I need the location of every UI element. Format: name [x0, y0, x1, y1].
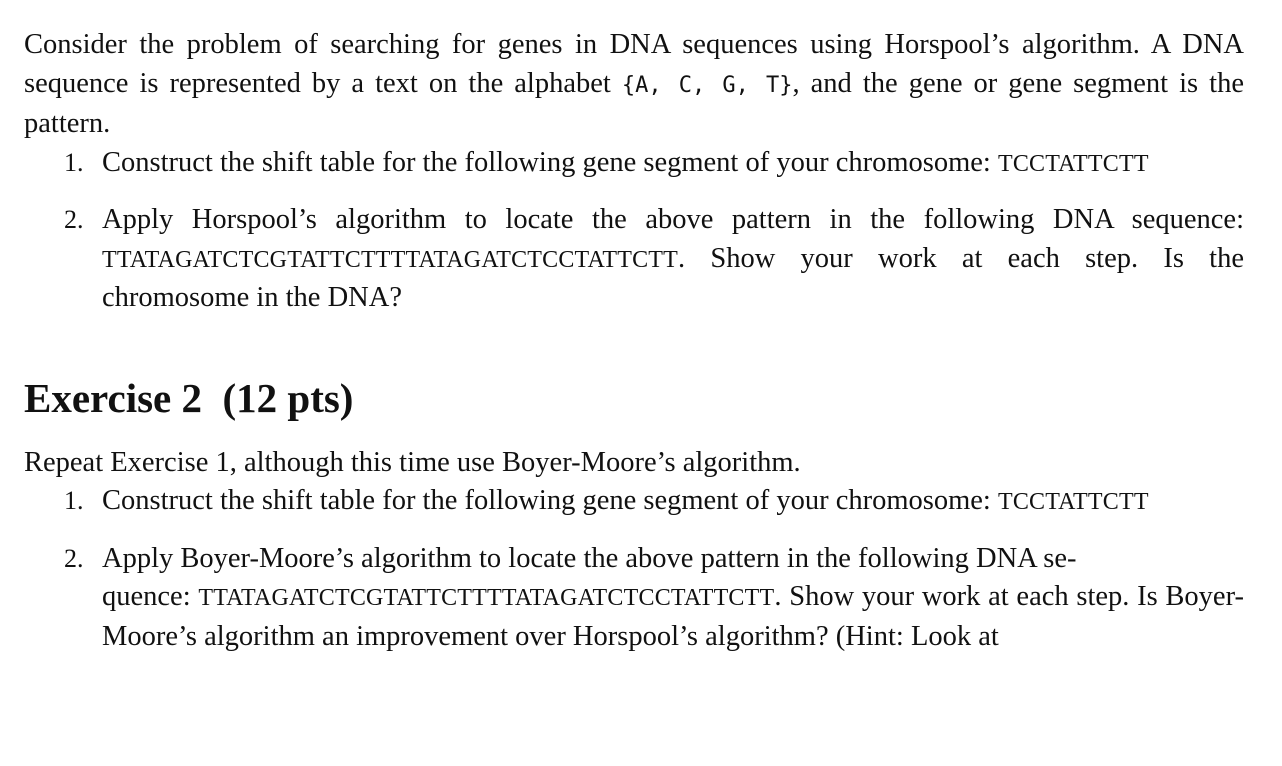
exercise2-list	[24, 482, 1244, 656]
item-number: 2.	[64, 543, 84, 573]
dna-sequence: TTATAGATCTCGTATTCTTTTATAGATCTCCTATTCTT	[198, 585, 775, 611]
dna-sequence: TTATAGATCTCGTATTCTTTTATAGATCTCCTATTCTT	[102, 246, 679, 273]
gene-pattern: TCCTATTCTT	[997, 150, 1149, 177]
exercise2-heading: Exercise 2 (12 pts)	[24, 374, 354, 421]
item-number: 2.	[64, 205, 84, 234]
item-text: Apply Horspool’s algorithm to locate the above pattern in the following DNA sequence:	[102, 204, 1244, 235]
exercise1-item-1	[24, 144, 1244, 184]
alphabet-set: {A, C, G, T}	[621, 72, 793, 98]
exercise2-intro: Repeat Exercise 1, although this time use Boyer-Moore’s algorithm.	[24, 446, 801, 478]
item-text-tail: . Show your work at each step. Is the chromosome in the DNA?	[102, 242, 1244, 313]
item-text: Construct the shift table for the following gene segment of your chromosome:	[102, 485, 998, 516]
item-number: 1.	[64, 147, 84, 177]
exercise2-item-2	[24, 540, 1244, 657]
exercise1-item-2	[24, 201, 1244, 318]
exercise1-intro-tail: , and the gene or gene segment is the pattern.	[24, 67, 1244, 139]
document-page	[24, 26, 1244, 656]
item-text-line1: Apply Boyer-Moore’s algorithm to locate the above pattern in the following DNA se-	[102, 542, 1077, 574]
exercise1-list	[24, 144, 1244, 318]
item-number: 1.	[64, 486, 84, 515]
gene-pattern: TCCTATTCTT	[997, 489, 1149, 515]
exercise1-intro	[24, 26, 1244, 144]
item-text-tail: . Show your work at each step. Is Boyer-Moore’s algorithm an improvement over Horspool’s algorithm? (Hint: Look at	[102, 581, 1244, 652]
exercise2-item-1	[24, 482, 1244, 522]
exercise1-intro-text: Consider the problem of searching for genes in DNA sequences using Horspool’s algorithm. A DNA sequence is represented by a text on the alphabet	[24, 29, 1244, 99]
item-text: Construct the shift table for the following gene segment of your chromosome:	[102, 146, 998, 178]
item-text-line2: quence:	[102, 581, 199, 612]
